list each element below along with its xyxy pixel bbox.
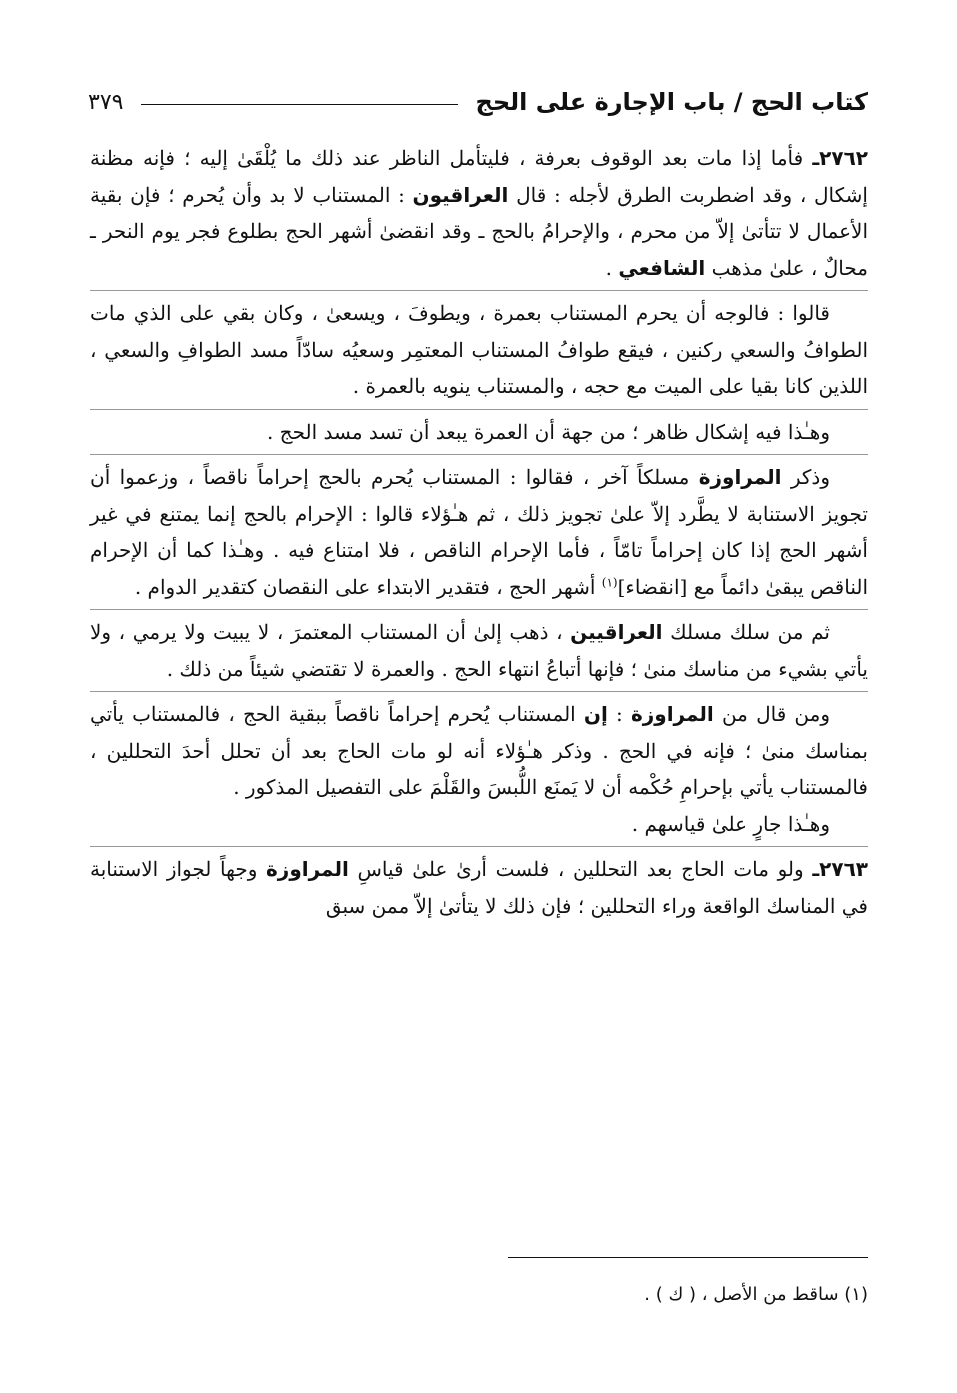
header-title: كتاب الحج / باب الإجارة على الحج xyxy=(475,88,868,116)
paragraph-separator xyxy=(90,290,868,291)
paragraph-2762 xyxy=(90,140,868,286)
paragraph-text: . xyxy=(605,255,619,280)
emphasis: إن xyxy=(583,702,608,726)
running-header xyxy=(88,82,868,122)
paragraph-separator xyxy=(90,846,868,847)
paragraph xyxy=(90,295,868,405)
paragraph-text: وذكر xyxy=(781,465,830,489)
paragraph-text: وجهاً لجواز الاستنابة في المناسك الواقعة وراء التحللين ؛ فإن ذلك لا يتأتىٰ إلاّ ممن سبق xyxy=(90,857,868,918)
paragraph xyxy=(90,806,868,843)
school-name: المراوزة xyxy=(630,702,714,726)
section-number: ٢٧٦٢ـ xyxy=(812,146,868,170)
school-name: العراقيون xyxy=(412,182,509,207)
paragraph xyxy=(90,696,868,806)
paragraph-text: ثم من سلك مسلك xyxy=(662,620,830,644)
paragraph-text: : xyxy=(607,702,631,726)
paragraph-text: وهـٰذا جارٍ علىٰ قياسهم . xyxy=(631,811,830,836)
paragraph-text: ومن قال من xyxy=(713,702,831,726)
paragraph-separator xyxy=(90,609,868,610)
paragraph-text: فأما إذا مات بعد الوقوف بعرفة ، فليتأمل الناظر عند ذلك ما يُلْقَىٰ إليه ؛ فإنه مظنة إشكال ، وقد اضطربت الطرق لأجله : قال xyxy=(90,146,868,207)
paragraph xyxy=(90,414,868,451)
main-text xyxy=(90,140,868,924)
paragraph-separator xyxy=(90,691,868,692)
paragraph-text: مسلكاً آخر ، فقالوا : المستناب يُحرم بالحج إحراماً ناقصاً ، وزعموا أن تجويز الاستنابة لا يطَّرد إلاّ علىٰ تجويز ذلك ، ثم هـٰؤلاء قالوا : الإحرام بالحج إنما يمتنع في غير أشهر الحج إذا كان إحراماً تامّاً ، فأما الإحرام الناقص ، فلا امتناع فيه . وهـٰذا كما أن الإحرام الناقص يبقىٰ دائماً مع [انقضاء] xyxy=(90,465,868,599)
paragraph-text: المستناب يُحرم إحراماً ناقصاً ببقية الحج ، فالمستناب يأتي بمناسك منىٰ ؛ فإنه في الحج . وذكر هـٰؤلاء أنه لو مات الحاج بعد أن تحلل أحدَ التحللين ، فالمستناب يأتي بإحرامِ حُكْمه أن لا يَمنَع اللُّبسَ والقَلْمَ على التفصيل المذكور . xyxy=(90,702,868,799)
footnote-marker: (١) xyxy=(844,1284,868,1305)
school-name: المراوزة xyxy=(266,857,349,881)
footnote-rule xyxy=(508,1257,868,1258)
paragraph-text: قالوا : فالوجه أن يحرم المستناب بعمرة ، ويطوفَ ، ويسعىٰ ، وكان بقي على الذي مات الطوافُ والسعي ركنين ، فيقع طوافُ المستناب المعتمِر وسعيُه سادّاً مسد الطوافِ والسعي ، اللذين كانا بقيا على الميت مع حجه ، والمستناب ينويه بالعمرة . xyxy=(90,301,868,398)
paragraph-text: أشهر الحج ، فتقدير الابتداء على النقصان كتقدير الدوام . xyxy=(134,574,602,599)
paragraph-text: : المستناب لا بد وأن يُحرم ؛ فإن بقية الأعمال لا تتأتىٰ إلاّ من محرم ، والإحرامُ بالحج ـ وقد انقضىٰ أشهر الحج بطلوع فجر يوم النحر ـ محالٌ ، علىٰ مذهب xyxy=(90,182,868,280)
header-rule xyxy=(141,104,457,105)
paragraph-2763 xyxy=(90,851,868,924)
paragraph xyxy=(90,459,868,605)
section-number: ٢٧٦٣ـ xyxy=(812,857,868,881)
paragraph-separator xyxy=(90,409,868,410)
paragraph-text: ولو مات الحاج بعد التحللين ، فلست أرىٰ علىٰ قياسِ xyxy=(348,857,813,881)
school-name: الشافعي xyxy=(618,255,706,280)
paragraph-separator xyxy=(90,454,868,455)
paragraph-text: ، ذهب إلىٰ أن المستناب المعتمرَ ، لا يبيت ولا يرمي ، ولا يأتي بشيء من مناسك منىٰ ؛ فإنها أتباعُ انتهاء الحج . والعمرة لا تقتضي شيئاً من ذلك . xyxy=(90,620,868,681)
page-number: ٣٧٩ xyxy=(88,89,124,115)
footnote-reference[interactable]: (١) xyxy=(601,574,618,589)
school-name: المراوزة xyxy=(698,465,782,489)
school-name: العراقيين xyxy=(570,620,663,644)
paragraph-text: وهـٰذا فيه إشكال ظاهر ؛ من جهة أن العمرة يبعد أن تسد مسد الحج . xyxy=(266,419,830,444)
footnote xyxy=(440,1284,868,1305)
paragraph xyxy=(90,614,868,687)
footnote-text: ساقط من الأصل ، ( ك ) . xyxy=(644,1284,839,1305)
